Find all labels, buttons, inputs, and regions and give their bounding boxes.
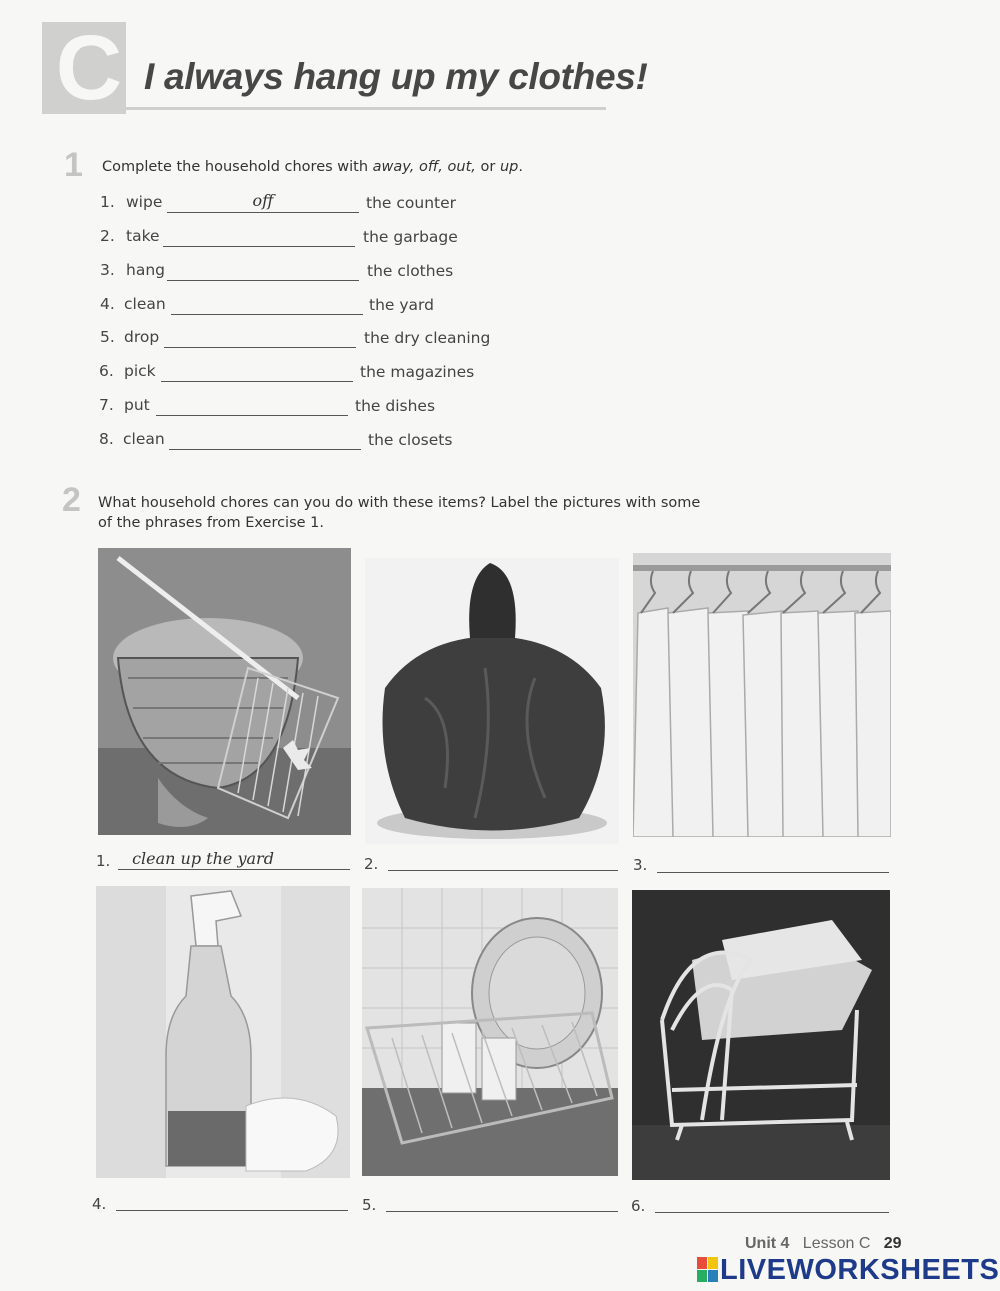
item-number: 5. bbox=[100, 328, 115, 346]
item-verb: hang bbox=[126, 261, 165, 279]
brand-name[interactable]: LIVEWORKSHEETS bbox=[720, 1254, 1000, 1286]
caption-blank-4[interactable] bbox=[116, 1210, 348, 1211]
item-verb: clean bbox=[123, 430, 165, 448]
footer-unit bbox=[745, 1235, 902, 1253]
lesson-label: Lesson C bbox=[802, 1235, 871, 1252]
photo-dish-rack bbox=[362, 888, 618, 1176]
answer-underline bbox=[171, 314, 363, 315]
answer-blank[interactable] bbox=[164, 326, 356, 348]
unit-label: Unit 4 bbox=[745, 1235, 790, 1252]
page-number: 29 bbox=[883, 1235, 902, 1252]
item-verb: drop bbox=[124, 328, 160, 346]
instruction-line-2: of the phrases from Exercise 1. bbox=[98, 515, 325, 531]
caption-blank-3[interactable] bbox=[657, 872, 889, 873]
caption-blank-2[interactable] bbox=[388, 870, 618, 871]
instruction-text: Complete the household chores with bbox=[102, 159, 373, 175]
item-verb: clean bbox=[124, 295, 166, 313]
title-underline bbox=[126, 107, 606, 110]
item-verb: put bbox=[124, 396, 150, 414]
answer-text[interactable]: off bbox=[252, 191, 274, 210]
answer-underline bbox=[156, 415, 348, 416]
exercise-1-instruction bbox=[102, 157, 523, 177]
answer-blank[interactable] bbox=[167, 191, 359, 213]
answer-underline bbox=[167, 212, 359, 213]
answer-underline bbox=[163, 246, 355, 247]
exercise-2-instruction bbox=[98, 493, 700, 533]
caption-blank-5[interactable] bbox=[386, 1211, 618, 1212]
caption-number-5: 5. bbox=[362, 1196, 377, 1214]
exercise-1-number: 1 bbox=[64, 146, 83, 184]
caption-blank-6[interactable] bbox=[655, 1212, 889, 1213]
item-verb: pick bbox=[124, 362, 156, 380]
item-number: 3. bbox=[100, 261, 115, 279]
item-number: 4. bbox=[100, 295, 115, 313]
caption-number-1: 1. bbox=[96, 852, 111, 870]
caption-answer-1[interactable]: clean up the yard bbox=[132, 849, 274, 868]
instruction-last-word: up bbox=[499, 159, 519, 175]
answer-underline bbox=[161, 381, 353, 382]
lesson-letter: C bbox=[55, 17, 123, 119]
item-verb: take bbox=[126, 227, 160, 245]
item-number: 6. bbox=[99, 362, 114, 380]
answer-underline bbox=[164, 347, 356, 348]
answer-blank[interactable] bbox=[156, 394, 348, 416]
answer-blank[interactable] bbox=[169, 428, 361, 450]
item-object: the garbage bbox=[363, 228, 458, 246]
answer-blank[interactable] bbox=[167, 259, 359, 281]
photo-garbage-bag bbox=[365, 558, 619, 844]
instruction-words: away, off, out, bbox=[372, 159, 476, 175]
caption-number-6: 6. bbox=[631, 1197, 646, 1215]
instruction-or: or bbox=[475, 159, 500, 175]
item-object: the magazines bbox=[360, 363, 475, 381]
item-object: the yard bbox=[369, 296, 434, 314]
item-object: the dishes bbox=[355, 397, 436, 415]
caption-number-4: 4. bbox=[92, 1195, 107, 1213]
item-number: 7. bbox=[99, 396, 114, 414]
item-object: the closets bbox=[368, 431, 453, 449]
photo-hanging-clothes bbox=[633, 553, 891, 837]
caption-number-3: 3. bbox=[633, 856, 648, 874]
instruction-line-1: What household chores can you do with these items? Label the pictures with some bbox=[98, 495, 701, 511]
item-number: 8. bbox=[99, 430, 114, 448]
answer-underline bbox=[167, 280, 359, 281]
caption-number-2: 2. bbox=[364, 855, 379, 873]
photo-rake-leaves bbox=[98, 548, 351, 835]
item-object: the clothes bbox=[367, 262, 454, 280]
instruction-end: . bbox=[518, 159, 523, 175]
answer-blank[interactable] bbox=[171, 293, 363, 315]
item-number: 1. bbox=[100, 193, 115, 211]
item-number: 2. bbox=[100, 227, 115, 245]
answer-blank[interactable] bbox=[161, 360, 353, 382]
item-object: the dry cleaning bbox=[364, 329, 491, 347]
liveworksheets-logo-icon bbox=[697, 1257, 719, 1283]
exercise-2-number: 2 bbox=[62, 481, 81, 519]
item-object: the counter bbox=[366, 194, 457, 212]
item-verb: wipe bbox=[126, 193, 163, 211]
answer-blank[interactable] bbox=[163, 225, 355, 247]
page-title: I always hang up my clothes! bbox=[144, 56, 648, 97]
caption-blank-1[interactable] bbox=[118, 869, 350, 870]
photo-spray-bottle bbox=[96, 886, 350, 1178]
answer-underline bbox=[169, 449, 361, 450]
photo-magazine-rack bbox=[632, 890, 890, 1180]
